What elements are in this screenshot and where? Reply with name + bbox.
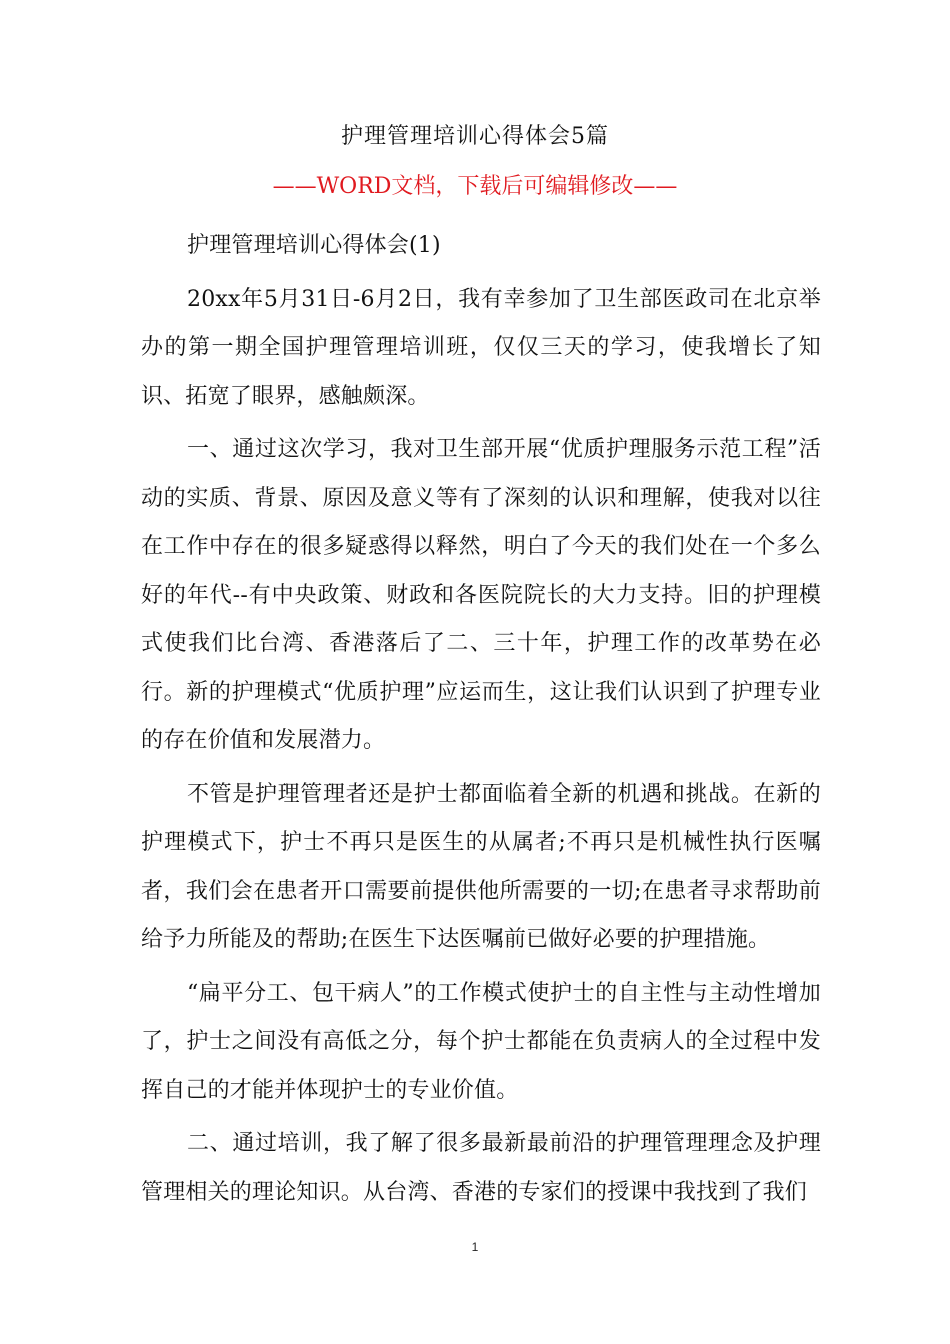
paragraph: “扁平分工、包干病人”的工作模式使护士的自主性与主动性增加了，护士之间没有高低之分，每个护士都能在负责病人的全过程中发挥自己的才能并体现护士的专业价值。 [141, 980, 821, 1103]
section-heading: 护理管理培训心得体会(1) [187, 233, 441, 258]
paragraph: 20xx年5月31日-6月2日，我有幸参加了卫生部医政司在北京举办的第一期全国护理管理培训班，仅仅三天的学习，使我增长了知识、拓宽了眼界，感触颇深。 [141, 286, 821, 409]
document-title: 护理管理培训心得体会5篇 [341, 124, 609, 149]
paragraph: 一、通过这次学习，我对卫生部开展“优质护理服务示范工程”活动的实质、背景、原因及意义等有了深刻的认识和理解，使我对以往在工作中存在的很多疑惑得以释然，明白了今天的我们处在一个多么好的年代--有中央政策、财政和各医院院长的大力支持。旧的护理模式使我们比台湾、香港落后了二、三十年，护理工作的改革势在必行。新的护理模式“优质护理”应运而生，这让我们认识到了护理专业的存在价值和发展潜力。 [141, 437, 821, 753]
page-number: 1 [471, 1240, 479, 1254]
document-subtitle: ——WORD文档，下载后可编辑修改—— [272, 174, 678, 199]
paragraph: 二、通过培训，我了解了很多最新最前沿的护理管理理念及护理管理相关的理论知识。从台湾、香港的专家们的授课中我找到了我们 [141, 1131, 821, 1205]
paragraph: 不管是护理管理者还是护士都面临着全新的机遇和挑战。在新的护理模式下，护士不再只是医生的从属者;不再只是机械性执行医嘱者，我们会在患者开口需要前提供他所需要的一切;在患者寻求帮助前给予力所能及的帮助;在医生下达医嘱前已做好必要的护理措施。 [141, 781, 821, 952]
document-body [141, 222, 821, 1222]
